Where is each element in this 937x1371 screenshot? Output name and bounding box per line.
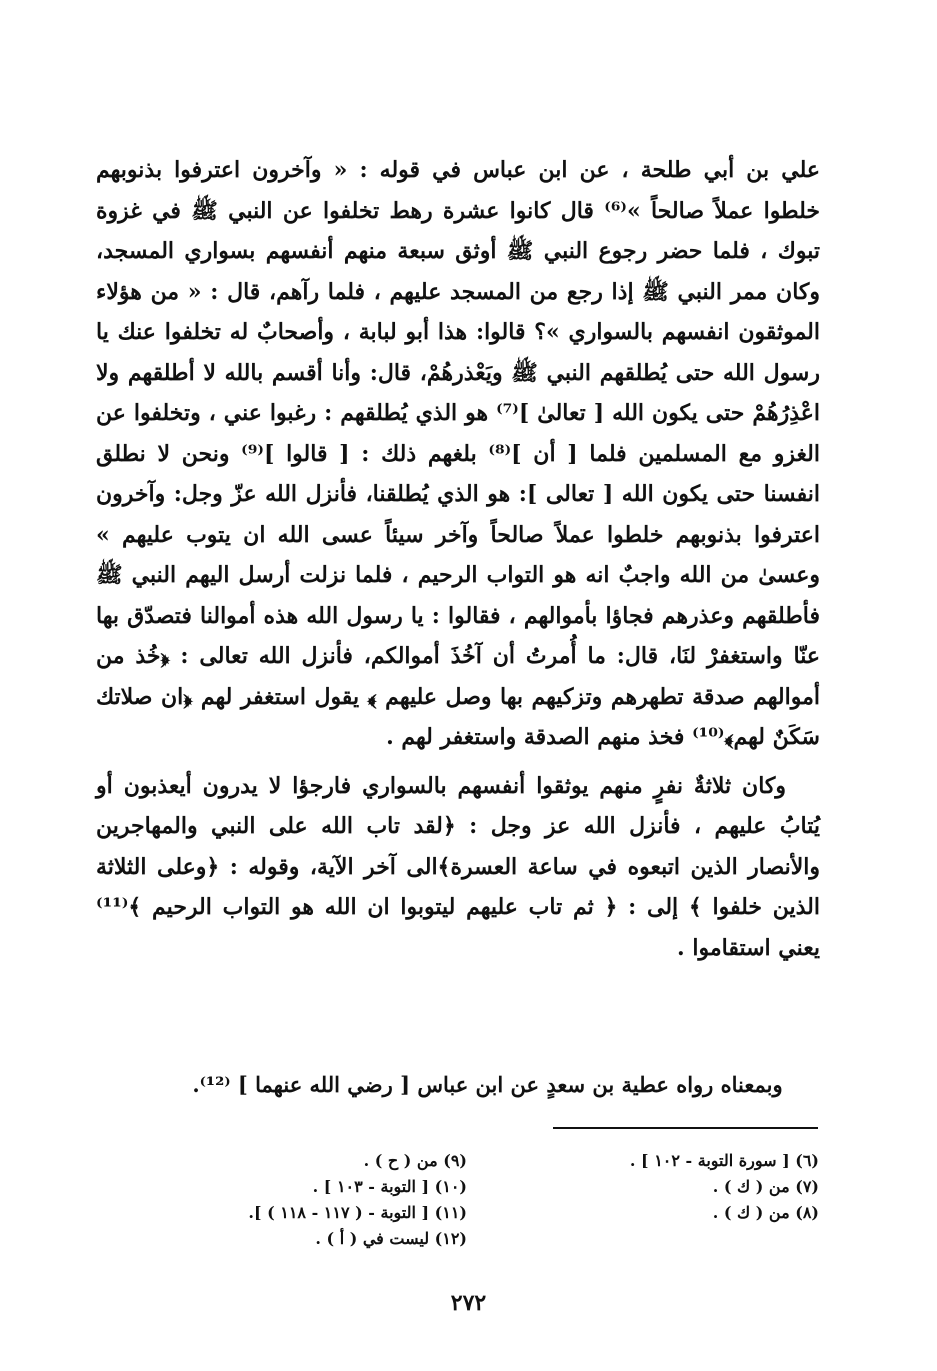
- footnotes-left-column: [207, 1148, 467, 1252]
- closing-line: وبمعناه رواه عطية بن سعدٍ عن ابن عباس [ رضي الله عنهما ] ⁽¹²⁾.: [192, 1072, 783, 1097]
- footnotes-right-column: [609, 1148, 819, 1226]
- footnote-6: (٦) [ سورة التوبة - ١٠٢ ] .: [629, 1151, 819, 1170]
- footnote-12: (١٢) ليست في ( أ ) .: [315, 1229, 467, 1248]
- footnote-divider: [553, 1127, 818, 1129]
- main-text: [96, 150, 820, 968]
- paragraph-2: وكان ثلاثةٌ نفرٍ منهم يوثقوا أنفسهم بالسواري فارجؤا لا يدرون أيعذبون أو يُتابُ عليهم ، فأنزل الله عز وجل : ﴿لقد تاب الله على النبي والمهاجرين والأنصار الذين اتبعوه في ساعة العسرة﴾الى آخر الآية، وقوله : ﴿وعلى الثلاثة الذين خلفوا ﴾ إلى : ﴿ ثم تاب عليهم ليتوبوا ان الله هو التواب الرحيم ﴾⁽¹¹⁾ يعني استقاموا .: [96, 772, 820, 961]
- footnote-7: (٧) من ( ك ) .: [712, 1177, 819, 1196]
- footnote-10: (١٠) [ التوبة - ١٠٣ ] .: [312, 1177, 467, 1196]
- page-number: ٢٧٢: [450, 1290, 487, 1316]
- footnote-11: (١١) [ التوبة - ( ١١٧ - ١١٨ ) ].: [248, 1203, 467, 1222]
- paragraph-1: علي بن أبي طلحة ، عن ابن عباس في قوله : « وآخرون اعترفوا بذنوبهم خلطوا عملاً صالحاً »⁽⁶⁾ قال كانوا عشرة رهط تخلفوا عن النبي ﷺ في غزوة تبوك ، فلما حضر رجوع النبي ﷺ أوثق سبعة منهم أنفسهم بسواري المسجد، وكان ممر النبي ﷺ إذا رجع من المسجد عليهم ، فلما رآهم، قال : « من هؤلاء الموثقون انفسهم بالسواري »؟ قالوا: هذا أبو لبابة ، وأصحابٌ له تخلفوا عنك يا رسول الله حتى يُطلقهم النبي ﷺ ويَعْذرهُمْ، قال: وأنا أقسم بالله لا أطلقهم ولا اعْذِرُهُمْ حتى يكون الله [ تعالىٰ ]⁽⁷⁾ هو الذي يُطلقهم : رغبوا عني ، وتخلفوا عن الغزو مع المسلمين فلما [ أن ]⁽⁸⁾ بلغهم ذلك : [ قالوا ]⁽⁹⁾ ونحن لا نطلق انفسنا حتى يكون الله [ تعالى ]: هو الذي يُطلقنا، فأنزل الله عزّ وجل: وآخرون اعترفوا بذنوبهم خلطوا عملاً صالحاً وآخر سيئاً عسى الله ان يتوب عليهم » وعسىٰ من الله واجبٌ انه هو التواب الرحيم ، فلما نزلت أرسل اليهم النبي ﷺ فأطلقهم وعذرهم فجاؤا بأموالهم ، فقالوا : يا رسول الله هذه أموالنا فتصدّق بها عنّا واستغفرْ لنَا، قال: ما أُمرتُ أن آخُذَ أموالكم، فأنزل الله تعالى : ﴿خُذ من أموالهم صدقة تطهرهم وتزكيهم بها وصل عليهم ﴾ يقول استغفر لهم ﴿ان صلاتك سَكَنٌ لهم﴾⁽¹⁰⁾ فخذ منهم الصدقة واستغفر لهم .: [96, 157, 820, 750]
- footnote-8: (٨) من ( ك ) .: [712, 1203, 819, 1222]
- footnote-9: (٩) من ( ح ) .: [363, 1151, 467, 1170]
